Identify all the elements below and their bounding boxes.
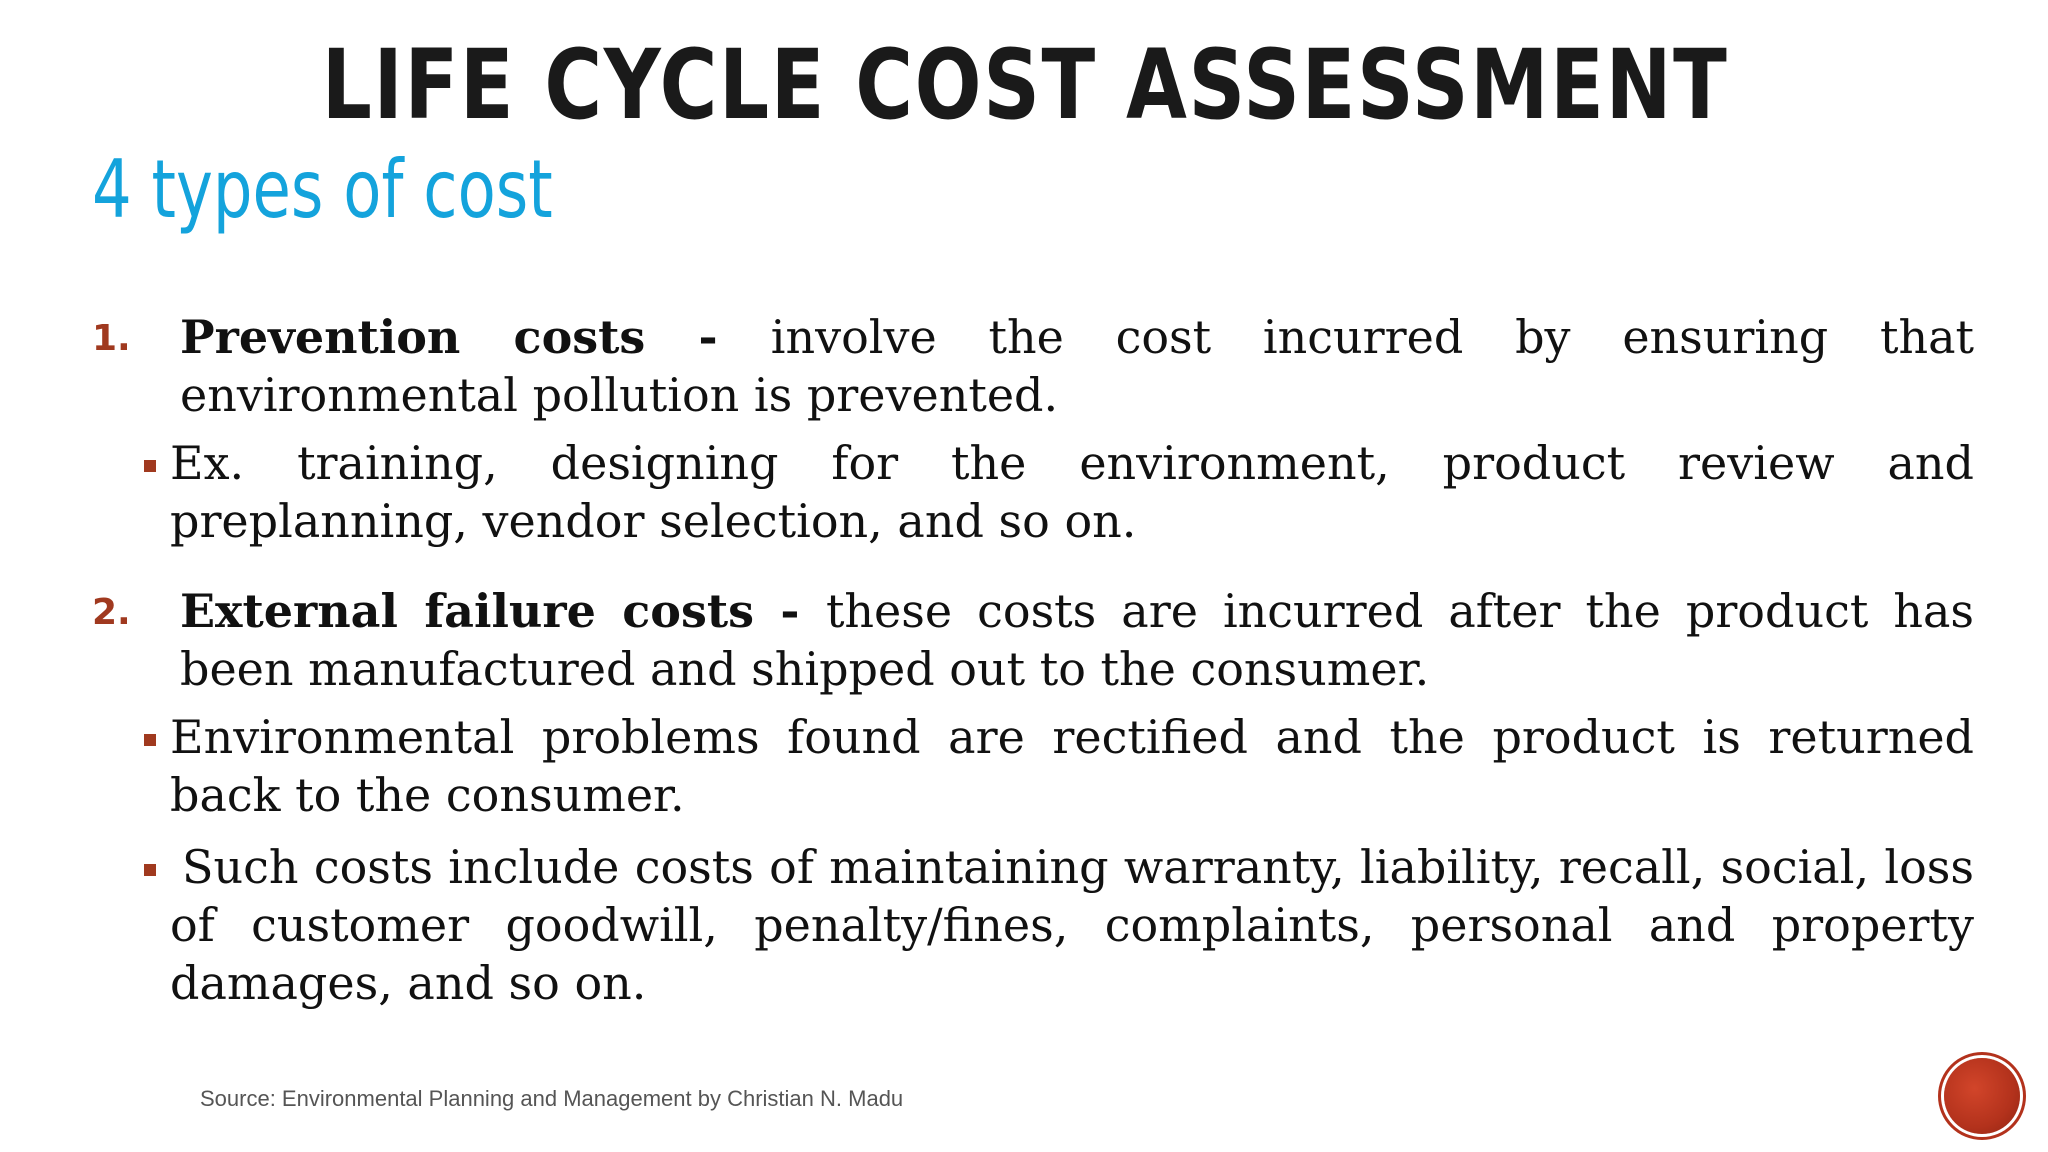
sub-bullet: Such costs include costs of maintaining warranty, liability, recall, social, loss of customer goodwill, penalty/fines, complaints, personal and property damages, and so on. — [170, 840, 1974, 1010]
bullet-marker — [144, 734, 156, 746]
item-term: External failure costs — [180, 584, 755, 638]
item-separator: - — [645, 310, 771, 364]
sub-bullet: Environmental problems found are rectified and the product is returned back to the consumer. — [170, 710, 1974, 822]
bullet-marker — [144, 864, 156, 876]
item-number-2: 2. — [92, 592, 131, 633]
item-number-1: 1. — [92, 318, 131, 359]
item-term: Prevention costs — [180, 310, 646, 364]
source-citation: Source: Environmental Planning and Management by Christian N. Madu — [200, 1086, 904, 1111]
item-separator: - — [754, 584, 826, 638]
slide-subtitle: 4 types of cost — [92, 143, 553, 236]
item-description: these costs are incurred after the product has been manufactured and shipped out to the consumer. — [180, 584, 1974, 696]
slide-title: LIFE CYCLE COST ASSESSMENT — [321, 29, 1729, 141]
bullet-marker — [144, 460, 156, 472]
list-item-external-failure-costs — [180, 582, 1974, 698]
slide-badge-circle — [1944, 1058, 2020, 1134]
sub-bullet: Ex. training, designing for the environment, product review and preplanning, vendor selection, and so on. — [170, 436, 1974, 548]
item-description: involve the cost incurred by ensuring that environmental pollution is prevented. — [180, 310, 1974, 422]
list-item-prevention-costs — [180, 308, 1974, 424]
